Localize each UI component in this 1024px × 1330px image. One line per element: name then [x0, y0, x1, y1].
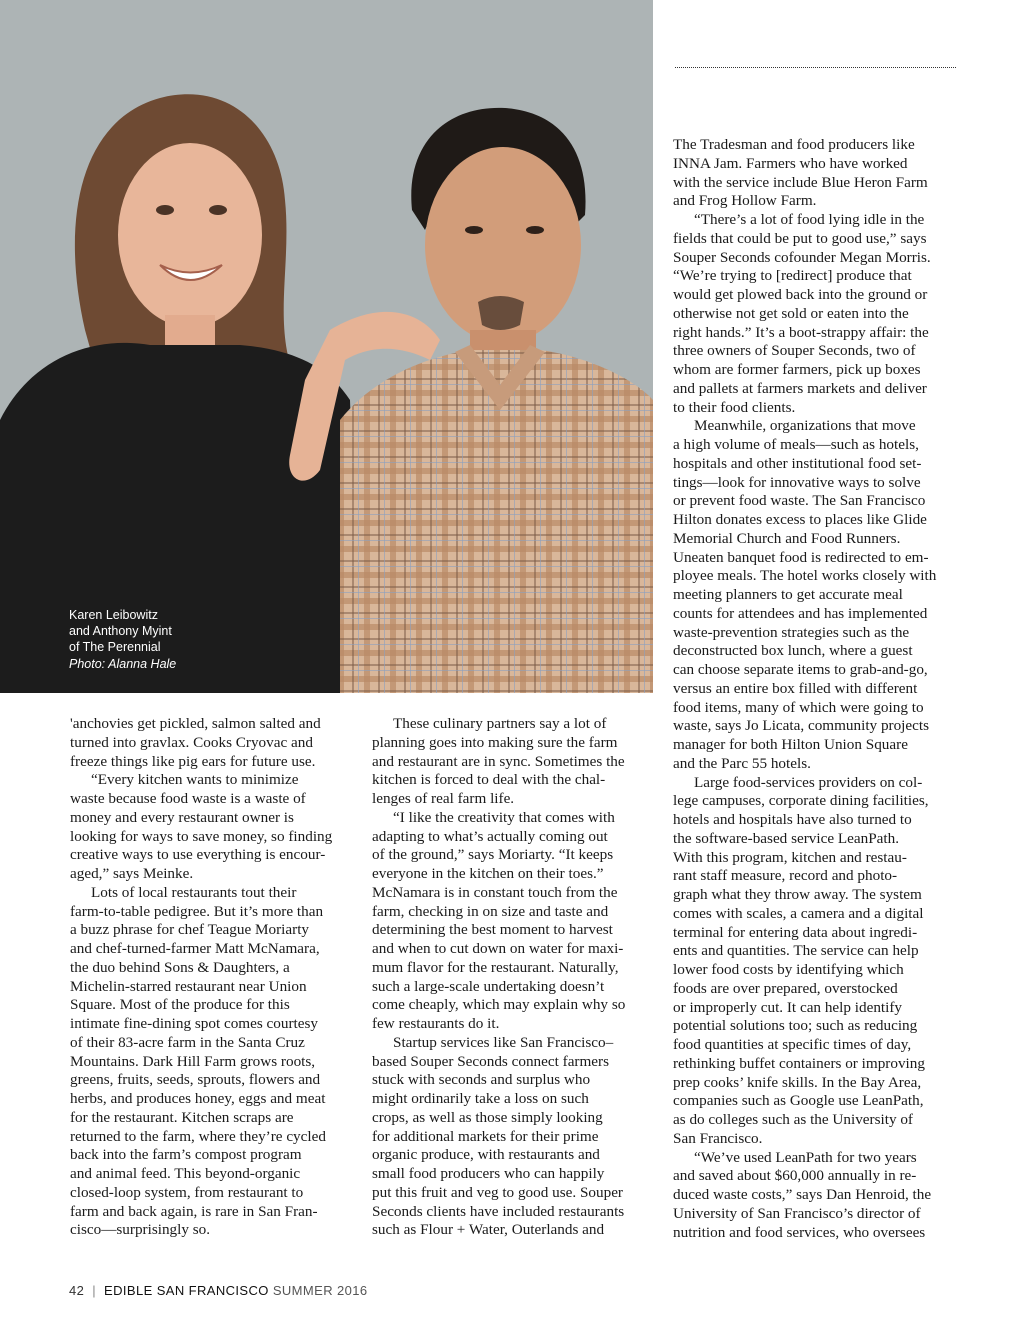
text-line: Large food-services providers on col- — [694, 773, 923, 791]
text-line: farm-to-table pedigree. But it’s more than — [70, 902, 324, 920]
text-line: few restaurants do it. — [372, 1015, 500, 1032]
text-line: farm and back again, is rare in San Fran- — [70, 1202, 318, 1220]
text-line: a high volume of meals—such as hotels, — [673, 436, 919, 453]
text-line: “We’re trying to [redirect] produce that — [673, 267, 912, 285]
text-line: potential solutions too; such as reducing — [673, 1017, 918, 1035]
text-line: for the restaurant. Kitchen scraps are — [70, 1108, 294, 1126]
text-line: returned to the farm, where they’re cycled — [70, 1127, 326, 1145]
text-line: herbs, and produces honey, eggs and meat — [70, 1090, 326, 1107]
text-line: lenges of real farm life. — [372, 790, 515, 807]
text-line: versus an entire box filled with different — [673, 679, 918, 697]
text-line: and restaurant are in sync. Sometimes the — [372, 752, 625, 770]
text-line: and Frog Hollow Farm. — [673, 192, 817, 210]
publication-name: EDIBLE SAN FRANCISCO — [104, 1283, 269, 1298]
caption-line: of The Perennial — [69, 640, 161, 655]
dotted-rule — [675, 67, 956, 68]
text-line: for additional markets for their prime — [372, 1127, 599, 1145]
text-line: Mountains. Dark Hill Farm grows roots, — [70, 1052, 316, 1070]
text-line: deconstructed box lunch, where a guest — [673, 642, 913, 660]
text-line: hospitals and other institutional food set- — [673, 454, 922, 472]
text-line: adapting to what’s actually coming out — [372, 827, 608, 845]
text-line: waste, says Jo Licata, community projects — [673, 717, 930, 735]
paragraph — [673, 211, 958, 417]
paragraph — [372, 809, 657, 1034]
text-line: ents and quantities. The service can help — [673, 942, 919, 960]
text-line: terminal for entering data about ingredi- — [673, 923, 918, 941]
paragraph — [70, 715, 355, 771]
paragraph — [673, 774, 958, 1149]
text-line: manager for both Hilton Union Square — [673, 736, 908, 753]
text-line: greens, fruits, seeds, sprouts, flowers and — [70, 1071, 321, 1089]
text-line: of the ground,” says Moriarty. “It keeps — [372, 846, 614, 864]
text-line: comes with scales, a camera and a digital — [673, 904, 924, 922]
text-line: and animal feed. This beyond-organic — [70, 1165, 301, 1182]
text-line: waste-prevention strategies such as the — [673, 623, 910, 641]
text-line: as do colleges such as the University of — [673, 1111, 913, 1128]
text-line: and when to cut down on water for maxi- — [372, 940, 624, 957]
text-line: closed-loop system, from restaurant to — [70, 1183, 304, 1201]
paragraph — [673, 417, 958, 773]
text-column-3 — [673, 136, 958, 1242]
text-line: University of San Francisco’s director of — [673, 1204, 921, 1222]
text-line: “There’s a lot of food lying idle in the — [694, 211, 925, 228]
text-line: fields that could be put to good use,” says — [673, 229, 927, 247]
paragraph — [70, 884, 355, 1240]
text-line: rant staff measure, record and photo- — [673, 867, 898, 885]
text-line: would get plowed back into the ground or — [673, 286, 928, 303]
text-line: lower food costs by identifying which — [673, 961, 904, 978]
text-line: duced waste costs,” says Dan Henroid, the — [673, 1186, 932, 1203]
text-line: kitchen is forced to deal with the chal- — [372, 771, 606, 789]
text-line: turned into gravlax. Cooks Cryovac and — [70, 733, 313, 751]
text-line: “We’ve used LeanPath for two years — [694, 1148, 917, 1166]
text-line: Souper Seconds cofounder Megan Morris. — [673, 248, 931, 266]
photo — [0, 0, 653, 693]
text-line: foods are over prepared, overstocked — [673, 979, 898, 997]
text-line: can choose separate items to grab-and-go, — [673, 661, 928, 678]
text-line: tings—look for innovative ways to solve — [673, 473, 921, 491]
text-line: Uneaten banquet food is redirected to em- — [673, 548, 929, 566]
text-line: organic produce, with restaurants and — [372, 1146, 600, 1164]
text-line: farm, checking in on size and taste and — [372, 902, 609, 920]
photo-caption — [69, 607, 269, 672]
paragraph — [372, 1034, 657, 1240]
paragraph — [372, 715, 657, 809]
text-line: San Francisco. — [673, 1129, 763, 1147]
text-line: Meanwhile, organizations that move — [694, 417, 916, 435]
text-line: of their 83-acre farm in the Santa Cruz — [70, 1033, 305, 1051]
footer-separator: | — [92, 1283, 97, 1298]
text-line: the software-based service LeanPath. — [673, 829, 900, 847]
paragraph — [673, 136, 958, 211]
text-line: Hilton donates excess to places like Glide — [673, 511, 927, 528]
text-line: 'anchovies get pickled, salmon salted and — [70, 715, 321, 732]
text-line: creative ways to use everything is encour- — [70, 846, 326, 864]
text-line: food quantities at specific times of day, — [673, 1036, 912, 1053]
text-line: money and every restaurant owner is — [70, 808, 294, 826]
issue-name: SUMMER 2016 — [272, 1283, 368, 1298]
caption-line: and Anthony Myint — [69, 624, 172, 639]
text-line: lege campuses, corporate dining facilities, — [673, 792, 929, 810]
text-line: a buzz phrase for chef Teague Moriarty — [70, 921, 310, 939]
text-line: the duo behind Sons & Daughters, a — [70, 958, 290, 976]
photo-credit: Photo: Alanna Hale — [69, 656, 177, 671]
text-line: such a large-scale undertaking doesn’t — [372, 977, 605, 995]
text-line: The Tradesman and food producers like — [673, 136, 915, 153]
caption-line: Karen Leibowitz — [69, 608, 158, 622]
text-line: ployee meals. The hotel works closely with — [673, 567, 937, 585]
photo-illustration — [0, 0, 653, 693]
text-line: Lots of local restaurants tout their — [91, 883, 297, 901]
text-line: looking for ways to save money, so finding — [70, 827, 333, 845]
text-line: hotels and hospitals have also turned to — [673, 811, 912, 828]
text-line: back into the farm’s compost program — [70, 1146, 302, 1164]
text-line: freeze things like pig ears for future use. — [70, 752, 316, 770]
text-line: Memorial Church and Food Runners. — [673, 529, 901, 547]
text-line: might ordinarily take a loss on such — [372, 1090, 589, 1107]
text-line: and chef-turned-farmer Matt McNamara, — [70, 940, 320, 957]
text-column-2 — [372, 715, 657, 1240]
text-line: Square. Most of the produce for this — [70, 996, 290, 1014]
text-line: graph what they throw away. The system — [673, 886, 922, 903]
text-line: food items, many of which were going to — [673, 698, 924, 716]
text-line: counts for attendees and has implemented — [673, 604, 928, 622]
paragraph — [673, 1149, 958, 1243]
text-line: or improperly cut. It can help identify — [673, 998, 903, 1016]
text-line: right hands.” It’s a boot-strappy affair: the — [673, 323, 929, 341]
text-line: stuck with seconds and surplus who — [372, 1071, 591, 1089]
page-number: 42 — [69, 1283, 85, 1298]
page-footer — [69, 1283, 368, 1298]
text-line: and saved about $60,000 annually in re- — [673, 1167, 917, 1185]
text-line: everyone in the kitchen on their toes.” — [372, 865, 604, 882]
text-line: and pallets at farmers markets and deliver — [673, 379, 927, 397]
text-line: aged,” says Meinke. — [70, 865, 194, 882]
text-line: prep cooks’ knife skills. In the Bay Area, — [673, 1073, 922, 1091]
text-line: such as Flour + Water, Outerlands and — [372, 1221, 605, 1239]
text-line: meeting planners to get accurate meal — [673, 586, 903, 603]
text-line: small food producers who can happily — [372, 1165, 605, 1182]
text-line: otherwise not get sold or eaten into the — [673, 304, 909, 322]
text-line: INNA Jam. Farmers who have worked — [673, 154, 908, 172]
text-line: companies such as Google use LeanPath, — [673, 1092, 924, 1110]
text-line: “I like the creativity that comes with — [393, 808, 615, 826]
text-line: “Every kitchen wants to minimize — [91, 771, 299, 789]
text-line: crops, as well as those simply looking — [372, 1108, 603, 1126]
text-line: These culinary partners say a lot of — [393, 715, 607, 732]
text-line: nutrition and food services, who oversees — [673, 1223, 926, 1241]
text-line: Startup services like San Francisco– — [393, 1033, 614, 1051]
text-line: planning goes into making sure the farm — [372, 733, 618, 751]
text-line: whom are former farmers, pick up boxes — [673, 361, 921, 378]
text-line: Seconds clients have included restaurants — [372, 1202, 625, 1220]
text-line: based Souper Seconds connect farmers — [372, 1052, 610, 1070]
text-line: cisco—surprisingly so. — [70, 1221, 211, 1239]
text-line: or prevent food waste. The San Francisco — [673, 492, 926, 510]
text-line: rethinking buffet containers or improving — [673, 1054, 925, 1072]
paragraph — [70, 771, 355, 884]
text-line: mum flavor for the restaurant. Naturally, — [372, 958, 619, 976]
text-line: come cheaply, which may explain why so — [372, 996, 626, 1014]
text-line: McNamara is in constant touch from the — [372, 883, 618, 901]
text-line: waste because food waste is a waste of — [70, 790, 306, 807]
text-line: determining the best moment to harvest — [372, 921, 613, 939]
text-line: Michelin-starred restaurant near Union — [70, 977, 307, 995]
text-line: intimate fine-dining spot comes courtesy — [70, 1015, 319, 1032]
text-column-1 — [70, 715, 355, 1240]
text-line: three owners of Souper Seconds, two of — [673, 342, 916, 360]
text-line: with the service include Blue Heron Farm — [673, 173, 928, 191]
text-line: to their food clients. — [673, 398, 796, 416]
text-line: put this fruit and veg to good use. Souper — [372, 1183, 623, 1201]
text-line: and the Parc 55 hotels. — [673, 754, 811, 772]
text-line: With this program, kitchen and restau- — [673, 848, 907, 866]
